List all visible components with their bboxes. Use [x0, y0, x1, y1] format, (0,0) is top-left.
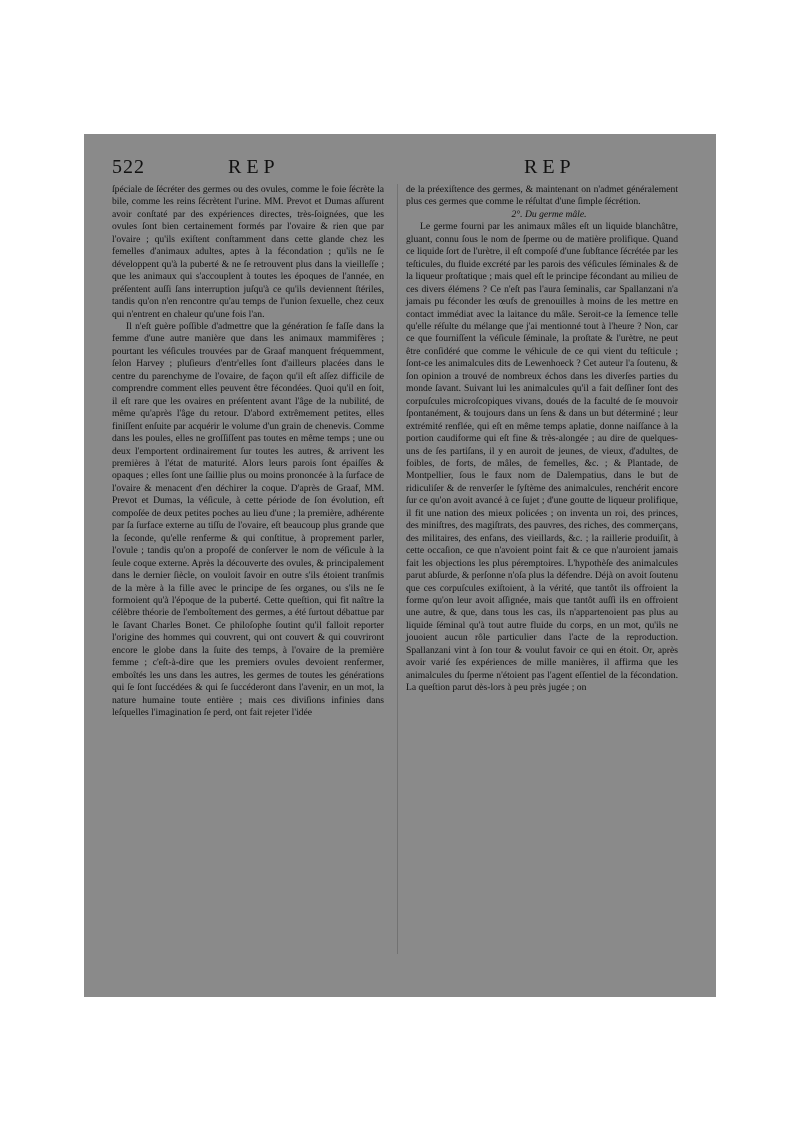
section-heading-number: 2°. — [511, 208, 523, 220]
section-heading — [406, 209, 678, 221]
scanned-page — [84, 134, 716, 997]
left-paragraph-2: Il n'eſt guère poſſible d'admettre que la génération ſe faſſe dans la femme d'une autre manière que dans les animaux mammifères ; pourtant les véſicules trouvées par de Graaf manquent fréquemment, ſelon Harvey ; pluſieurs d'entr'elles ſont d'ailleurs placées dans le centre du parenchyme de l'ovaire, de façon qu'il eſt aſſez difficile de comprendre comment elles peuvent être fécondées. Quoi qu'il en ſoit, il eſt rare que les ovaires en préſentent avant l'âge de la nubilité, de même qu'après l'âge du retour. D'abord extrêmement petites, elles finiſſent enſuite par acquérir le volume d'un grain de chenevis. Comme dans les poules, elles ne groſſiſſent pas toutes en même temps ; une ou deux l'emportent ordinairement ſur toutes les autres, & arrivent les premières à l'état de maturité. Alors leurs parois ſont épaiſſes & opaques ; elles ſont une ſaillie plus ou moins prononcée à la ſurface de l'ovaire & menacent d'en déchirer la coque. D'après de Graaf, MM. Prevot et Dumas, la véſicule, à cette période de ſon évolution, eſt compoſée de deux petites poches au lieu d'une ; la première, adhérente par ſa ſurface externe au tiſſu de l'ovaire, eſt beaucoup plus grande que la ſeconde, qu'elle renferme & qui conſtitue, à proprement parler, l'ovule ; tandis qu'on a propoſé de conſerver le nom de véſicule à la ſeule coque externe. Après la découverte des ovules, & principalement dans le dernier ſiècle, on vouloit ſavoir en outre s'ils étoient tranſmis de la mère à la fille avec le principe de ſes organes, ou s'ils ne ſe formoient qu'à l'époque de la puberté. Cette queſtion, qui fit naître la célèbre théorie de l'emboîtement des germes, a été ſurtout débattue par le ſavant Charles Bonet. Ce philoſophe ſoutint qu'il falloit reporter l'origine des hommes qui couvrent, qui ont couvert & qui couvriront encore le globe dans la ſuite des temps, à l'ovaire de la première femme ; c'eſt-à-dire que les premiers ovules devoient renfermer, emboîtés les uns dans les autres, les germes de toutes les générations qui ſe ſont ſuccédées & qui ſe ſuccéderont dans l'avenir, en un mot, la nature humaine toute entière ; mais ces diviſions infinies dans leſquelles l'imagination ſe perd, ont fait rejeter l'idée — [112, 320, 384, 719]
left-column — [112, 184, 384, 719]
right-paragraph-2: Le germe fourni par les animaux mâles eſt un liquide blanchâtre, gluant, connu ſous le nom de ſperme ou de matière prolifique. Quand ce liquide ſort de l'urètre, il eſt compoſé d'une ſubſtance ſécrétée par les teſticules, du fluide excrété par les parois des véſicules ſéminales & de la liqueur proſtatique ; mais quel eſt le principe fécondant au milieu de ces divers élémens ? Ce n'eſt pas l'aura ſeminalis, car Spallanzani n'a jamais pu féconder les œufs de grenouilles à moins de les mettre en contact immédiat avec la laitance du mâle. Seroit-ce la ſemence telle qu'elle réſulte du mélange que j'ai mentionné tout à l'heure ? Non, car ce que fourniſſent la véſicule ſéminale, la proſtate & l'urètre, ne peut être conſidéré que comme le véhicule de ce qui vient du teſticule ; ſont-ce les animalcules dits de Lewenhoeck ? Cet auteur l'a ſoutenu, & ſon opinion a trouvé de nombreux échos dans les diverſes parties du monde ſavant. Suivant lui les animalcules qu'il a fait deſſiner ſont des corpuſcules microſcopiques vivans, doués de la faculté de ſe mouvoir ſpontanément, & toujours dans un ſens & dans un but déterminé ; leur extrémité renflée, qui eſt en même temps aplatie, donne naiſſance à la portion caudiforme qui eſt fine & très-alongée ; au dire de quelques-uns de ſes partiſans, il y en auroit de jeunes, de vieux, d'adultes, de foibles, de forts, de mâles, de femelles, &c. ; & Plantade, de Montpellier, ſous le faux nom de Dalempatius, dans le but de ridiculiſer & de renverſer le ſyſtème des animalcules, renchérit encore ſur ce qu'on avoit avancé à ce ſujet ; d'une goutte de liqueur prolifique, il fit une nation des mieux policées ; on inventa un roi, des princes, des miniſtres, des magiſtrats, des pauvres, des riches, des commerçans, des militaires, des enfans, des vieillards, &c. ; la raillerie produiſit, à cette occaſion, ce que n'avoient point fait & ce que n'auroient jamais fait les objections les plus péremptoires. L'hypothèſe des animalcules parut abſurde, & perſonne n'oſa plus la défendre. Déjà on avoit ſoutenu que ces corpuſcules exiſtoient, à la vérité, que tantôt ils offroient la forme qu'on leur avoit aſſignée, mais que tantôt auſſi ils en offroient une autre, & que, dans tous les cas, ils n'appartenoient pas plus au liquide ſéminal qu'à tout autre fluide du corps, en un mot, qu'ils ne jouoient aucun rôle particulier dans l'acte de la reproduction. Spallanzani vint à ſon tour & voulut favoir ce qui en étoit. Or, après avoir varié ſes expériences de mille manières, il affirma que les animalcules du ſperme n'étoient pas l'agent eſſentiel de la fécondation. La queſtion parut dès-lors à peu près jugée ; on — [406, 221, 678, 694]
page-number: 522 — [112, 156, 145, 178]
right-paragraph-1: de la préexiſtence des germes, & maintenant on n'admet généralement plus ces germes que comme le réſultat d'une ſimple ſécrétion. — [406, 184, 678, 208]
running-head-right: REP — [524, 156, 576, 178]
running-head-left: REP — [228, 156, 280, 178]
left-paragraph-1: ſpéciale de ſécréter des germes ou des ovules, comme le foie ſécrète la bile, comme les reins ſécrètent l'urine. MM. Prevot et Dumas aſſurent avoir conſtaté par des expériences directes, très-ſoignées, que les ovules ſont bien certainement formés par l'ovaire & rien que par l'ovaire ; qu'ils exiſtent conſtamment dans cette glande chez les femelles d'animaux adultes, aptes à la fécondation ; qu'ils ne ſe développent qu'à la puberté & ne ſe retrouvent plus dans la vieilleſſe ; que les animaux qui s'accouplent à toutes les époques de l'année, en préſentent auſſi ſans interruption juſqu'à ce qu'ils deviennent ſtériles, tandis qu'on n'en rencontre qu'au temps de l'union ſexuelle, chez ceux qui n'entrent en chaleur qu'une fois l'an. — [112, 184, 384, 320]
right-column — [406, 184, 678, 695]
column-divider — [397, 184, 398, 954]
page-header — [84, 156, 716, 182]
section-heading-text: Du germe mâle. — [524, 208, 587, 220]
